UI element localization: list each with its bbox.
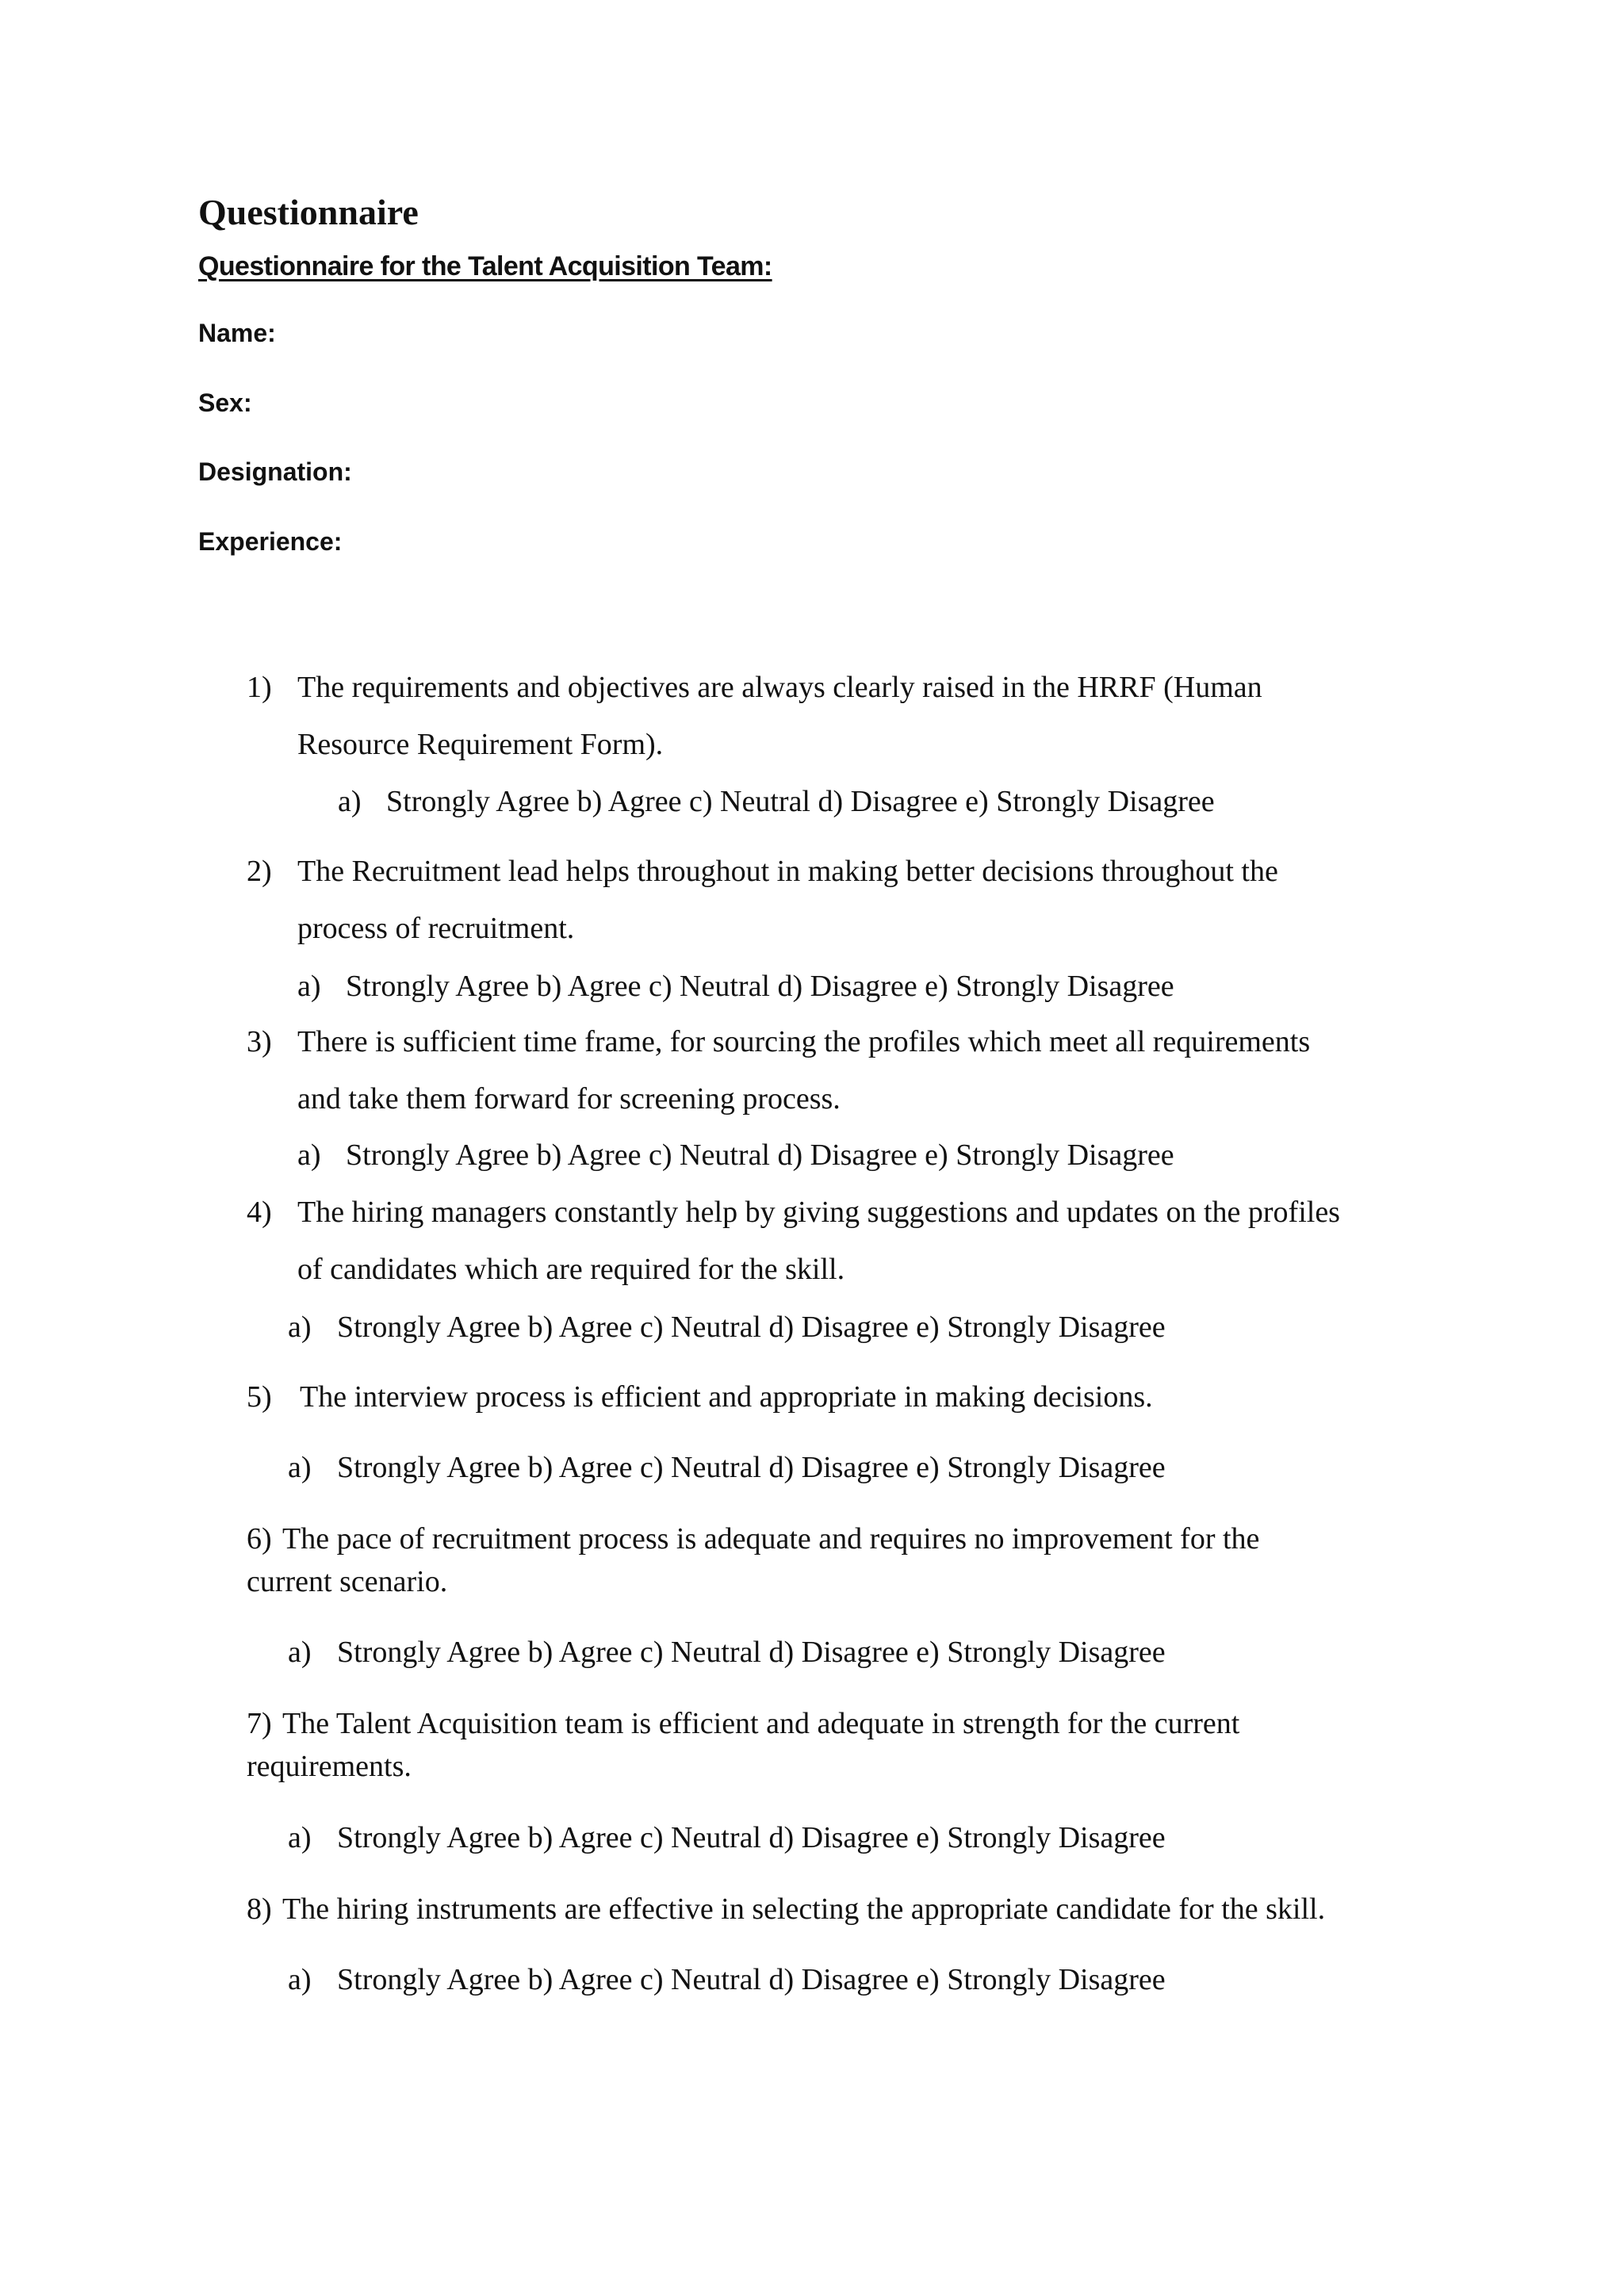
- question-text-line: and take them forward for screening process.: [297, 1082, 841, 1115]
- option-marker: a): [288, 1636, 312, 1669]
- experience-field-label: Experience:: [198, 527, 343, 556]
- option-marker: a): [288, 1451, 312, 1484]
- option-marker: a): [297, 1138, 321, 1172]
- question-text-line: process of recruitment.: [297, 912, 575, 945]
- answer-options: Strongly Agree b) Agree c) Neutral d) Disagree e) Strongly Disagree: [337, 1311, 1166, 1344]
- answer-options: Strongly Agree b) Agree c) Neutral d) Disagree e) Strongly Disagree: [346, 970, 1174, 1003]
- answer-options: Strongly Agree b) Agree c) Neutral d) Disagree e) Strongly Disagree: [337, 1821, 1166, 1854]
- name-field-label: Name:: [198, 319, 276, 347]
- answer-options: Strongly Agree b) Agree c) Neutral d) Disagree e) Strongly Disagree: [337, 1963, 1166, 1996]
- option-marker: a): [338, 785, 362, 818]
- option-marker: a): [288, 1963, 312, 1996]
- answer-options: Strongly Agree b) Agree c) Neutral d) Disagree e) Strongly Disagree: [386, 785, 1215, 818]
- document-subtitle: Questionnaire for the Talent Acquisition Team:: [198, 251, 772, 281]
- question-number: 7): [247, 1707, 272, 1740]
- question-number: 3): [247, 1025, 272, 1058]
- question-text-line: requirements.: [247, 1750, 412, 1783]
- designation-field-label: Designation:: [198, 457, 352, 486]
- question-text-line: The hiring managers constantly help by giving suggestions and updates on the profiles: [297, 1196, 1340, 1229]
- question-number: 2): [247, 855, 272, 888]
- option-marker: a): [297, 970, 321, 1003]
- question-text-line: of candidates which are required for the skill.: [297, 1253, 845, 1286]
- question-text-line: current scenario.: [247, 1565, 448, 1598]
- option-marker: a): [288, 1311, 312, 1344]
- option-marker: a): [288, 1821, 312, 1854]
- question-text-line: The requirements and objectives are always clearly raised in the HRRF (Human: [297, 671, 1262, 704]
- question-number: 5): [247, 1380, 272, 1414]
- answer-options: Strongly Agree b) Agree c) Neutral d) Disagree e) Strongly Disagree: [346, 1138, 1174, 1172]
- question-text-line: The Talent Acquisition team is efficient and adequate in strength for the current: [282, 1707, 1240, 1740]
- sex-field-label: Sex:: [198, 388, 252, 417]
- question-number: 8): [247, 1892, 272, 1926]
- question-text-line: There is sufficient time frame, for sourcing the profiles which meet all requirements: [297, 1025, 1311, 1058]
- question-text-line: The Recruitment lead helps throughout in making better decisions throughout the: [297, 855, 1278, 888]
- question-number: 6): [247, 1522, 272, 1556]
- document-title: Questionnaire: [198, 192, 419, 232]
- question-text-line: The pace of recruitment process is adequate and requires no improvement for the: [282, 1522, 1260, 1556]
- question-text-line: The hiring instruments are effective in selecting the appropriate candidate for the skill.: [282, 1892, 1326, 1926]
- question-number: 4): [247, 1196, 272, 1229]
- answer-options: Strongly Agree b) Agree c) Neutral d) Disagree e) Strongly Disagree: [337, 1636, 1166, 1669]
- question-text-line: The interview process is efficient and appropriate in making decisions.: [300, 1380, 1153, 1414]
- answer-options: Strongly Agree b) Agree c) Neutral d) Disagree e) Strongly Disagree: [337, 1451, 1166, 1484]
- question-number: 1): [247, 671, 272, 704]
- question-text-line: Resource Requirement Form).: [297, 728, 664, 761]
